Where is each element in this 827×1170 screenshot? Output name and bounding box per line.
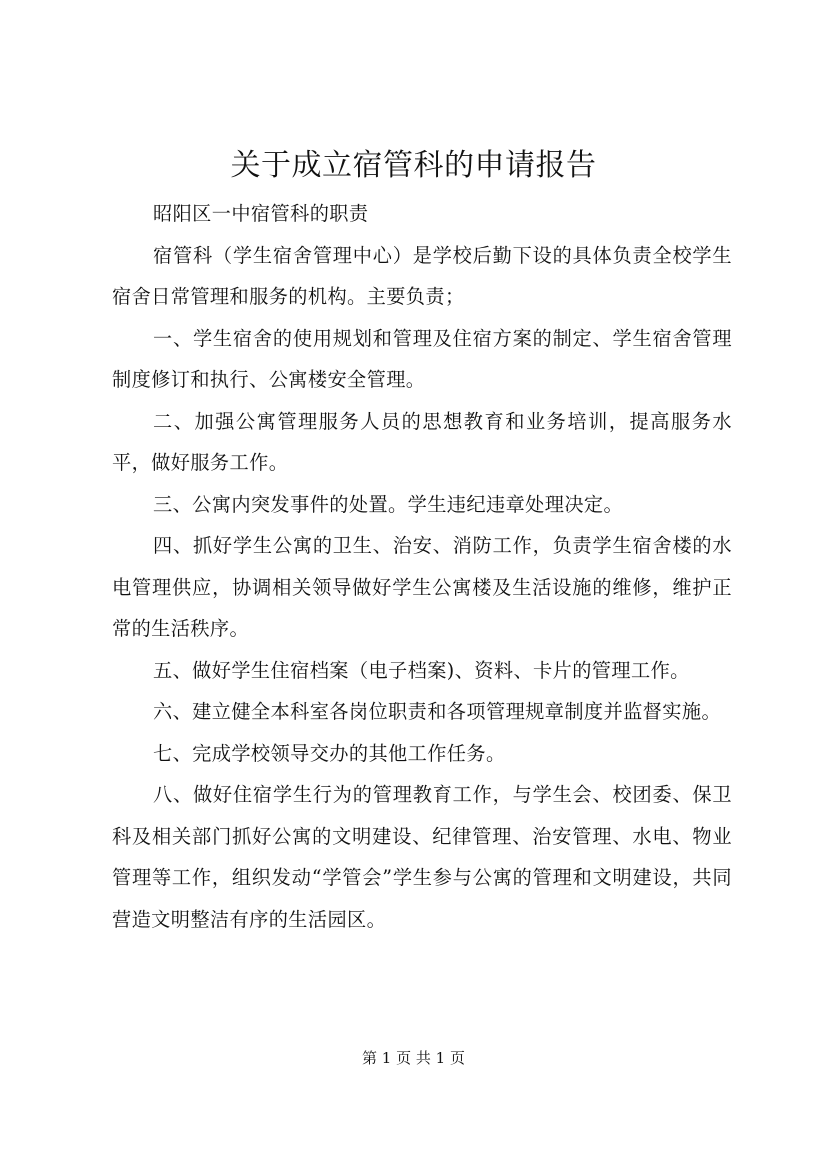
paragraph-item-4: 四、抓好学生公寓的卫生、治安、消防工作，负责学生宿舍楼的水电管理供应，协调相关领导做好学生公寓楼及生活设施的维修，维护正常的生活秩序。 [112,534,732,640]
paragraph-item-3: 三、公寓内突发事件的处置。学生违纪违章处理决定。 [153,492,624,516]
paragraph-item-7: 七、完成学校领导交办的其他工作任务。 [153,741,506,765]
paragraph-item-6: 六、建立健全本科室各岗位职责和各项管理规章制度并监督实施。 [153,700,722,723]
page-number-footer: 第 1 页 共 1 页 [362,1049,465,1067]
paragraph-item-8: 八、做好住宿学生行为的管理教育工作，与学生会、校团委、保卫科及相关部门抓好公寓的文明建设、纪律管理、治安管理、水电、物业管理等工作，组织发动“学管会”学生参与公寓的管理和文明建设，共同营造文明整洁有序的生活园区。 [112,783,732,931]
document-body [112,193,732,940]
paragraph-item-5: 五、做好学生住宿档案（电子档案)、资料、卡片的管理工作。 [153,658,690,682]
paragraph-item-1: 一、学生宿舍的使用规划和管理及住宿方案的制定、学生宿舍管理制度修订和执行、公寓楼安全管理。 [112,326,732,391]
document-title: 关于成立宿管科的申请报告 [230,148,597,183]
paragraph-heading: 昭阳区一中宿管科的职责 [153,202,369,225]
paragraph-item-2: 二、加强公寓管理服务人员的思想教育和业务培训，提高服务水平，做好服务工作。 [112,409,732,474]
paragraph-intro: 宿管科（学生宿舍管理中心）是学校后勤下设的具体负责全校学生宿舍日常管理和服务的机构。主要负责； [112,243,732,308]
